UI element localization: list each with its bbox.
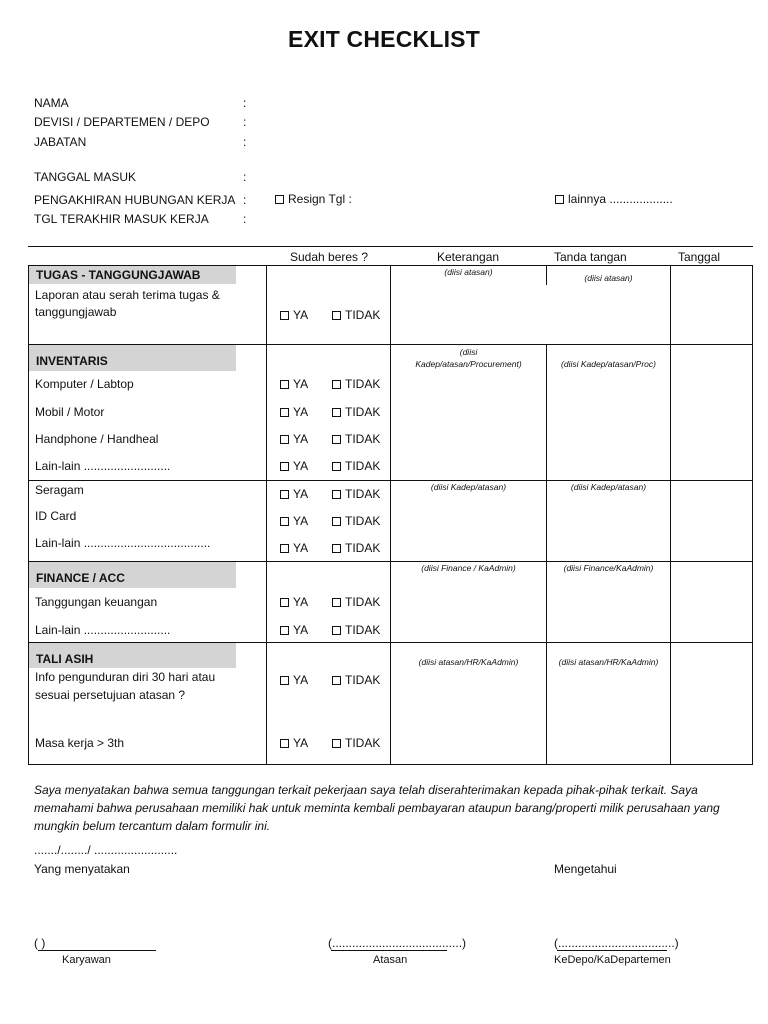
tanggungan-tidak-option[interactable] [332, 595, 380, 609]
ya-checkbox[interactable] [280, 598, 289, 607]
seragam-lain-ya-option[interactable] [280, 541, 308, 555]
inventaris-ttd-note: (diisi Kadep/atasan/Proc) [561, 359, 656, 369]
tidak-checkbox[interactable] [332, 676, 341, 685]
inventaris-lain-tidak-option[interactable] [332, 459, 380, 473]
jabatan-label: JABATAN [34, 135, 87, 149]
tidak-label: TIDAK [345, 377, 381, 391]
table-top-rule [28, 246, 753, 247]
seragam-ya-option[interactable] [280, 487, 308, 501]
finance-lain-tidak-option[interactable] [332, 623, 380, 637]
ya-label: YA [293, 673, 309, 687]
tugas-tidak-option[interactable] [332, 308, 380, 322]
tidak-checkbox[interactable] [332, 626, 341, 635]
tugas-ttd-note: (diisi atasan) [584, 273, 633, 283]
tidak-checkbox[interactable] [332, 462, 341, 471]
finance-item-tanggungan: Tanggungan keuangan [35, 595, 158, 609]
handphone-tidak-option[interactable] [332, 432, 380, 446]
atasan-label: Atasan [373, 954, 408, 966]
grid-line [390, 265, 391, 765]
page-title: EXIT CHECKLIST [288, 26, 480, 52]
ya-label: YA [293, 736, 309, 750]
masa-kerja-item: Masa kerja > 3th [35, 736, 125, 750]
ya-checkbox[interactable] [280, 311, 289, 320]
tugas-item-line1: Laporan atau serah terima tugas & [35, 288, 220, 302]
tidak-label: TIDAK [345, 541, 381, 555]
inventaris-keterangan-note-1: (diisi [459, 347, 478, 357]
tanggal-masuk-label: TANGGAL MASUK [34, 170, 137, 184]
ya-checkbox[interactable] [280, 739, 289, 748]
idcard-tidak-option[interactable] [332, 514, 380, 528]
inventaris-lain-ya-option[interactable] [280, 459, 308, 473]
inventaris-item-lain: Lain-lain .......................... [35, 459, 171, 473]
lainnya-checkbox[interactable] [555, 195, 564, 204]
grid-line [670, 265, 671, 765]
tali-asih-item-line2: sesuai persetujuan atasan ? [35, 688, 186, 702]
tidak-label: TIDAK [345, 595, 381, 609]
tidak-label: TIDAK [345, 514, 381, 528]
kedepo-signature-text: (...................................) [554, 936, 679, 950]
nama-colon: : [243, 96, 247, 110]
lainnya-option[interactable] [555, 192, 673, 206]
ya-checkbox[interactable] [280, 544, 289, 553]
mobil-ya-option[interactable] [280, 405, 308, 419]
section-tali-asih-title: TALI ASIH [29, 643, 236, 668]
tidak-checkbox[interactable] [332, 435, 341, 444]
tidak-checkbox[interactable] [332, 544, 341, 553]
tidak-label: TIDAK [345, 432, 381, 446]
seragam-lain-tidak-option[interactable] [332, 541, 380, 555]
resign-checkbox[interactable] [275, 195, 284, 204]
ya-checkbox[interactable] [280, 380, 289, 389]
ya-label: YA [293, 487, 309, 501]
ya-label: YA [293, 377, 309, 391]
ya-checkbox[interactable] [280, 626, 289, 635]
ya-label: YA [293, 405, 309, 419]
jabatan-colon: : [243, 135, 247, 149]
ya-checkbox[interactable] [280, 408, 289, 417]
seragam-ttd-note: (diisi Kadep/atasan) [570, 482, 647, 492]
seragam-item: Seragam [35, 483, 84, 497]
lainnya-label: lainnya ................... [568, 192, 673, 206]
tidak-label: TIDAK [345, 487, 381, 501]
tidak-checkbox[interactable] [332, 739, 341, 748]
ya-label: YA [293, 308, 309, 322]
nama-label: NAMA [34, 96, 69, 110]
mengetahui-label: Mengetahui [554, 862, 617, 876]
finance-keterangan-note: (diisi Finance / KaAdmin) [421, 563, 516, 573]
tidak-checkbox[interactable] [332, 408, 341, 417]
grid-line [28, 265, 29, 765]
karyawan-signature-line[interactable] [34, 936, 45, 950]
ya-label: YA [293, 514, 309, 528]
tidak-checkbox[interactable] [332, 311, 341, 320]
ya-label: YA [293, 432, 309, 446]
tali-asih-ttd-note: (diisi atasan/HR/KaAdmin) [558, 657, 659, 667]
section-tugas-title: TUGAS - TANGGUNGJAWAB [29, 266, 236, 284]
date-line: ......./......../ ......................... [34, 843, 178, 857]
karyawan-signature-text: ( ) [34, 936, 46, 950]
divisi-colon: : [243, 115, 247, 129]
kedepo-underline [557, 950, 667, 951]
kedepo-signature-line[interactable] [554, 936, 679, 950]
seragam-lain-item: Lain-lain ...................................... [35, 536, 211, 550]
seragam-keterangan-note: (diisi Kadep/atasan) [430, 482, 507, 492]
grid-line [266, 265, 267, 765]
tidak-checkbox[interactable] [332, 517, 341, 526]
tidak-label: TIDAK [345, 459, 381, 473]
pengakhiran-label: PENGAKHIRAN HUBUNGAN KERJA [34, 193, 236, 207]
masa-kerja-tidak-option[interactable] [332, 736, 380, 750]
pengakhiran-colon: : [243, 193, 247, 207]
kedepo-label: KeDepo/KaDepartemen [554, 954, 671, 966]
resign-label: Resign Tgl : [288, 192, 352, 206]
ya-checkbox[interactable] [280, 462, 289, 471]
tidak-label: TIDAK [345, 308, 381, 322]
karyawan-label: Karyawan [62, 954, 111, 966]
ya-label: YA [293, 541, 309, 555]
idcard-ya-option[interactable] [280, 514, 308, 528]
seragam-tidak-option[interactable] [332, 487, 380, 501]
tidak-checkbox[interactable] [332, 490, 341, 499]
declaration-statement: Saya menyatakan bahwa semua tanggungan terkait pekerjaan saya telah diserahterimakan kepada pihak-pihak terkait. Saya memahami bahwa perusahaan memiliki hak untuk meminta kembali pembayaran ataupun barang/properti milik perusahaan yang mungkin belum tercantum dalam formulir ini. [34, 783, 720, 833]
atasan-underline [331, 950, 447, 951]
tali-asih-keterangan-note: (diisi atasan/HR/KaAdmin) [418, 657, 519, 667]
header-tanggal: Tanggal [678, 250, 721, 264]
atasan-signature-text: (.......................................) [328, 936, 467, 950]
resign-option[interactable] [275, 192, 352, 206]
tugas-item-line2: tanggungjawab [35, 305, 117, 319]
info-tidak-option[interactable] [332, 673, 380, 687]
tidak-label: TIDAK [345, 405, 381, 419]
divisi-label: DEVISI / DEPARTEMEN / DEPO [34, 115, 210, 129]
grid-line [752, 265, 753, 765]
section-finance-title: FINANCE / ACC [29, 562, 236, 588]
tgl-terakhir-colon: : [243, 212, 247, 226]
header-sudah-beres: Sudah beres ? [290, 250, 369, 264]
inventaris-item-komputer: Komputer / Labtop [35, 377, 134, 391]
komputer-ya-option[interactable] [280, 377, 308, 391]
idcard-item: ID Card [35, 509, 77, 523]
header-keterangan: Keterangan [437, 250, 500, 264]
finance-ttd-note: (diisi Finance/KaAdmin) [563, 563, 654, 573]
ya-checkbox[interactable] [280, 517, 289, 526]
ya-checkbox[interactable] [280, 490, 289, 499]
section-inventaris-title: INVENTARIS [29, 345, 236, 371]
info-ya-option[interactable] [280, 673, 308, 687]
tugas-keterangan-note: (diisi atasan) [444, 267, 493, 277]
yang-menyatakan-label: Yang menyatakan [34, 862, 130, 876]
tanggal-masuk-colon: : [243, 170, 247, 184]
inventaris-item-handphone: Handphone / Handheal [35, 432, 159, 446]
finance-lain-ya-option[interactable] [280, 623, 308, 637]
komputer-tidak-option[interactable] [332, 377, 380, 391]
grid-line [28, 480, 753, 481]
inventaris-item-mobil: Mobil / Motor [35, 405, 105, 419]
atasan-signature-line[interactable] [328, 936, 466, 950]
finance-item-lain: Lain-lain .......................... [35, 623, 171, 637]
ya-label: YA [293, 459, 309, 473]
tidak-label: TIDAK [345, 736, 381, 750]
tgl-terakhir-label: TGL TERAKHIR MASUK KERJA [34, 212, 209, 226]
tanggungan-ya-option[interactable] [280, 595, 308, 609]
karyawan-underline [38, 950, 156, 951]
ya-label: YA [293, 595, 309, 609]
tidak-checkbox[interactable] [332, 598, 341, 607]
tidak-checkbox[interactable] [332, 380, 341, 389]
tidak-label: TIDAK [345, 673, 381, 687]
tali-asih-item-line1: Info pengunduran diri 30 hari atau [35, 670, 216, 684]
mobil-tidak-option[interactable] [332, 405, 380, 419]
tugas-ya-option[interactable] [280, 308, 308, 322]
masa-kerja-ya-option[interactable] [280, 736, 308, 750]
grid-line [546, 345, 547, 765]
tidak-label: TIDAK [345, 623, 381, 637]
ya-checkbox[interactable] [280, 676, 289, 685]
handphone-ya-option[interactable] [280, 432, 308, 446]
ya-checkbox[interactable] [280, 435, 289, 444]
inventaris-keterangan-note-2: Kadep/atasan/Procurement) [415, 359, 522, 369]
ya-label: YA [293, 623, 309, 637]
header-tanda-tangan: Tanda tangan [554, 250, 627, 264]
